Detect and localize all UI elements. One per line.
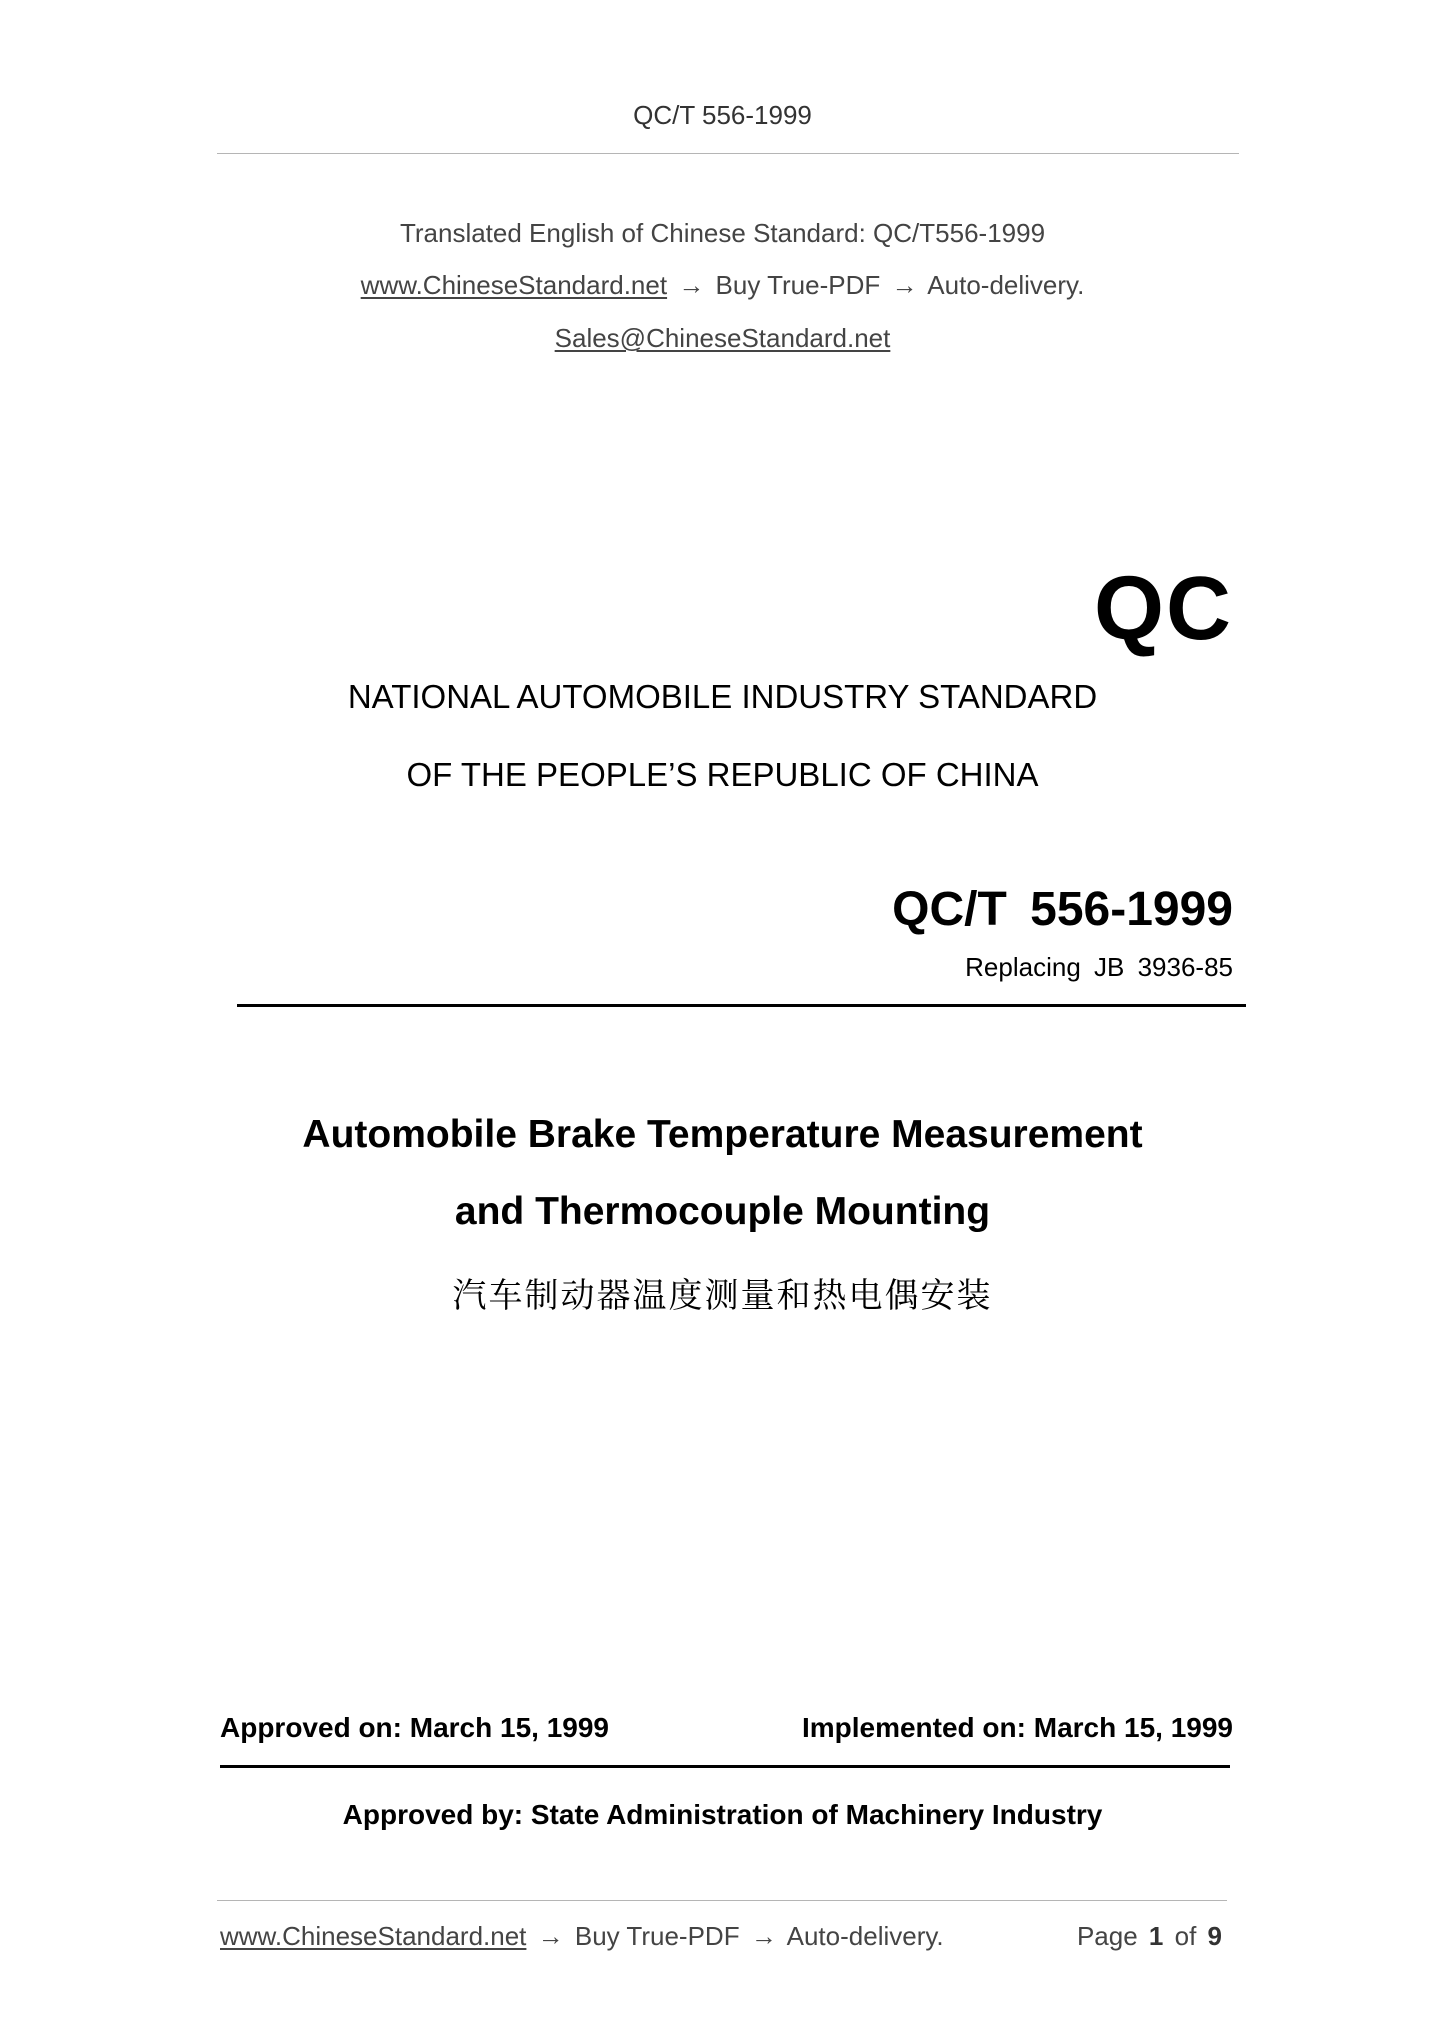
buy-pdf-text: Buy True-PDF: [715, 270, 881, 300]
title-divider: [237, 1004, 1246, 1007]
replacing-note: Replacing JB 3936-85: [965, 952, 1233, 982]
page-current: 1: [1148, 1921, 1164, 1951]
translation-notice: Translated English of Chinese Standard: QC/T556-1999: [399, 218, 1046, 248]
dates-divider: [220, 1765, 1230, 1768]
running-header: QC/T 556-1999: [633, 100, 812, 130]
arrow-right-icon: →: [750, 1921, 777, 1951]
website-link[interactable]: www.ChineseStandard.net: [360, 270, 668, 300]
standard-number: QC/T 556-1999: [892, 883, 1233, 936]
page-label: Page: [1076, 1921, 1138, 1951]
sales-line: [0, 323, 1445, 354]
delivery-line: [0, 270, 1445, 301]
arrow-right-icon: →: [891, 270, 918, 300]
approved-by: Approved by: State Administration of Machinery Industry: [342, 1799, 1103, 1830]
qc-logo: QC: [1094, 559, 1233, 659]
issuer-line-1: NATIONAL AUTOMOBILE INDUSTRY STANDARD: [347, 678, 1098, 715]
implemented-on-date: Implemented on: March 15, 1999: [801, 1712, 1233, 1743]
issuer-line-2: OF THE PEOPLE’S REPUBLIC OF CHINA: [406, 756, 1039, 793]
footer-website-link[interactable]: www.ChineseStandard.net: [220, 1921, 527, 1951]
document-title-chinese: 汽车制动器温度测量和热电偶安装: [452, 1276, 993, 1316]
page-of-label: of: [1174, 1921, 1197, 1951]
sales-email-link[interactable]: Sales@ChineseStandard.net: [554, 323, 891, 353]
page-total: 9: [1207, 1921, 1222, 1951]
footer-auto-delivery-text: Auto-delivery.: [786, 1921, 944, 1951]
footer-buy-pdf-text: Buy True-PDF: [574, 1921, 740, 1951]
header-divider: [217, 153, 1239, 154]
arrow-right-icon: →: [678, 270, 705, 300]
approved-on-date: Approved on: March 15, 1999: [220, 1712, 610, 1743]
arrow-right-icon: →: [537, 1921, 564, 1951]
auto-delivery-text: Auto-delivery.: [927, 270, 1085, 300]
footer-divider: [217, 1900, 1227, 1901]
page-indicator: [0, 1921, 1222, 1952]
document-title-line-1: Automobile Brake Temperature Measurement: [302, 1113, 1143, 1156]
document-title-line-2: and Thermocouple Mounting: [454, 1190, 991, 1233]
